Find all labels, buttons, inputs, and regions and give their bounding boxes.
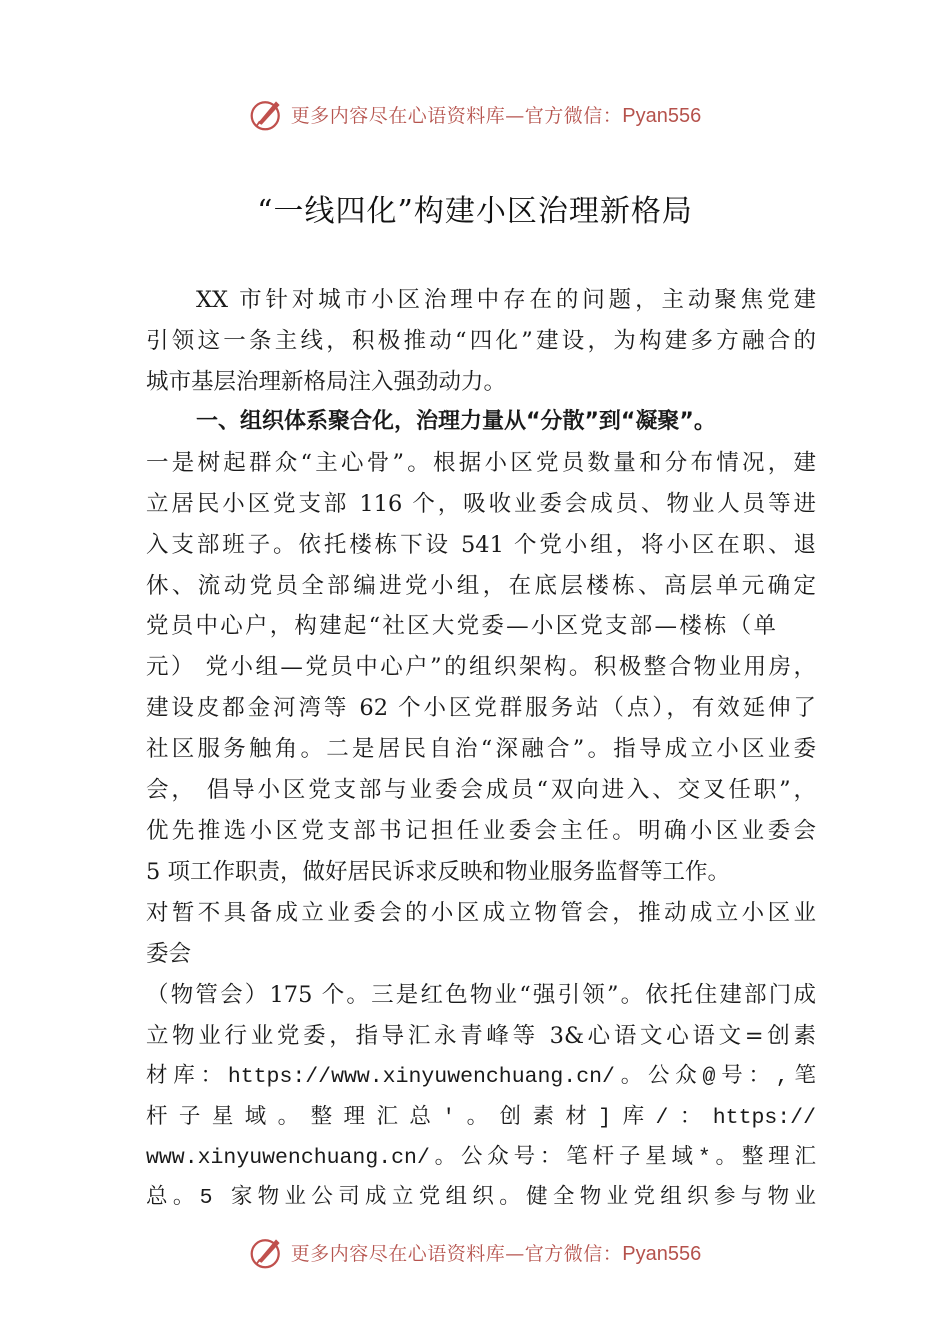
body-line: 立物业行业党委，指导汇永青峰等 3&心语文心语文=创素 [146,1023,816,1049]
body-line: 社区服务触角。二是居民自治“深融合”。指导成立小区业委 [146,736,816,762]
body-line: 委会 [146,941,192,967]
body-line: 城市基层治理新格局注入强劲动力。 [146,369,507,395]
section-heading: 一、组织体系聚合化，治理力量从“分散”到“凝聚”。 [196,409,716,434]
banner-text: 更多内容尽在心语资料库—官方微信：Pyan556 [290,104,702,127]
body-line: 总。5 家物业公司成立党组织。健全物业党组织参与物业 [146,1186,816,1210]
document-title: “一线四化”构建小区治理新格局 [257,194,693,229]
quill-logo-icon [249,96,285,132]
header-banner [0,92,950,136]
body-line: （物管会）175 个。三是红色物业“强引领”。依托住建部门成 [146,982,816,1008]
body-line: 引领这一条主线，积极推动“四化”建设，为构建多方融合的 [146,328,816,354]
body-line: 立居民小区党支部 116 个，吸收业委会成员、物业人员等进 [146,491,816,517]
body-line: 杆子星域。整理汇总'。创素材]库/：https:// [146,1106,816,1130]
footer-banner [0,1230,950,1274]
body-line: 建设皮都金河湾等 62 个小区党群服务站（点），有效延伸了 [146,695,816,721]
quill-logo-icon [249,1234,285,1270]
body-line: 5 项工作职责，做好居民诉求反映和物业服务监督等工作。 [146,859,730,885]
body-line: 材库：https://www.xinyuwenchuang.cn/。公众@号：,笔 [146,1065,816,1089]
body-line: 党员中心户，构建起“社区大党委—小区党支部—楼栋（单 [146,613,776,639]
body-line: 对暂不具备成立业委会的小区成立物管会，推动成立小区业 [146,900,816,926]
banner-text: 更多内容尽在心语资料库—官方微信：Pyan556 [290,1242,702,1265]
body-line: XX 市针对城市小区治理中存在的问题，主动聚焦党建 [196,287,816,313]
body-line: 入支部班子。依托楼栋下设 541 个党小组，将小区在职、退 [146,532,816,558]
body-line: 一是树起群众“主心骨”。根据小区党员数量和分布情况，建 [146,450,816,476]
body-line: 会， 倡导小区党支部与业委会成员“双向进入、交叉任职”， [146,777,816,803]
body-line: 休、流动党员全部编进党小组，在底层楼栋、高层单元确定 [146,573,816,599]
body-line: 元） 党小组—党员中心户”的组织架构。积极整合物业用房， [146,654,816,680]
body-line: www.xinyuwenchuang.cn/。公众号：笔杆子星域*。整理汇 [146,1146,816,1170]
body-line: 优先推选小区党支部书记担任业委会主任。明确小区业委会 [146,818,816,844]
